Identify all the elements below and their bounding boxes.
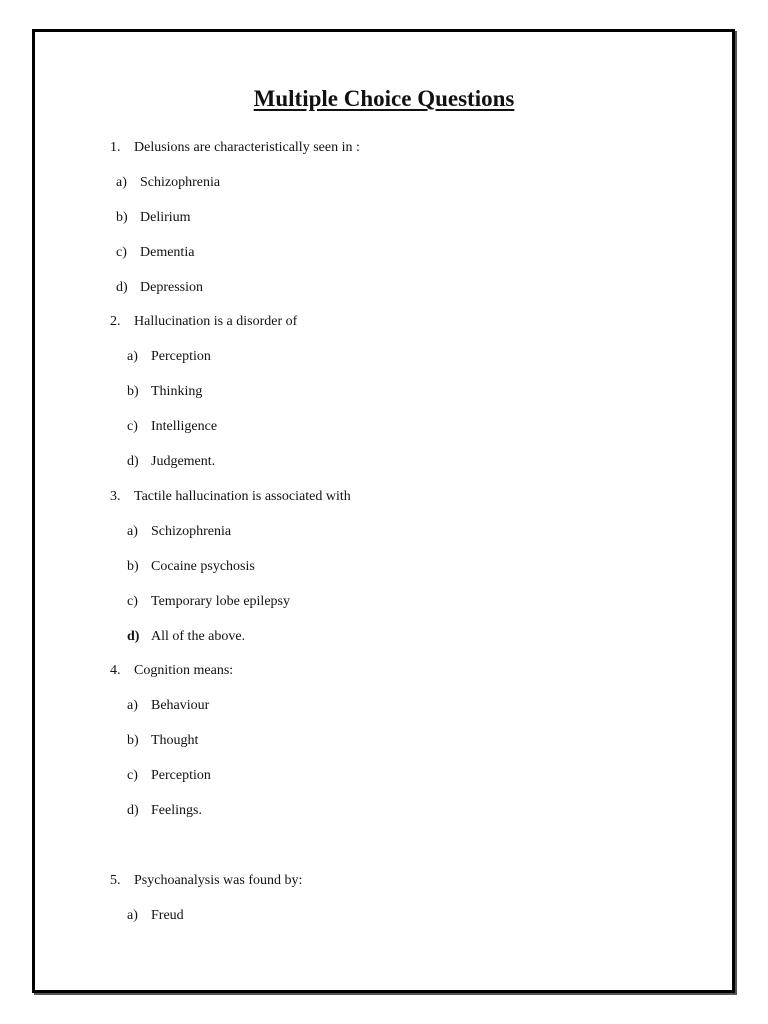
option-letter: d) [127, 629, 140, 644]
option-letter: a) [127, 698, 138, 713]
option-letter: c) [116, 245, 127, 260]
option-text: Temporary lobe epilepsy [151, 594, 290, 609]
question-text: Delusions are characteristically seen in : [134, 140, 360, 155]
option-text: Schizophrenia [140, 175, 221, 190]
option-letter: c) [127, 419, 138, 434]
option-letter: c) [127, 768, 138, 783]
option-4d [127, 802, 202, 820]
question-text: Hallucination is a disorder of [134, 314, 298, 329]
question-number: 2. [110, 314, 121, 329]
option-text: Depression [140, 280, 203, 295]
question-1 [110, 139, 360, 157]
option-text: Perception [151, 768, 211, 783]
option-2d [127, 453, 215, 471]
option-4a [127, 697, 209, 715]
question-number: 3. [110, 489, 121, 504]
option-text: Freud [151, 908, 184, 923]
question-4 [110, 662, 233, 680]
option-2b [127, 383, 202, 401]
option-3d [127, 628, 245, 646]
option-text: Cocaine psychosis [151, 559, 255, 574]
option-letter: d) [127, 803, 139, 818]
option-letter: a) [116, 175, 127, 190]
question-text: Tactile hallucination is associated with [134, 489, 351, 504]
option-4b [127, 732, 198, 750]
option-4c [127, 767, 211, 785]
option-letter: d) [127, 454, 139, 469]
option-letter: b) [127, 733, 139, 748]
option-text: Behaviour [151, 698, 210, 713]
option-text: Thinking [151, 384, 203, 399]
option-text: All of the above. [151, 629, 246, 644]
option-1c [116, 244, 194, 262]
option-text: Judgement. [151, 454, 216, 469]
option-text: Delirium [140, 210, 191, 225]
option-text: Thought [151, 733, 199, 748]
option-3c [127, 593, 290, 611]
option-text: Dementia [140, 245, 195, 260]
option-1a [116, 174, 220, 192]
option-1b [116, 209, 191, 227]
option-letter: a) [127, 908, 138, 923]
option-text: Intelligence [151, 419, 218, 434]
page-title: Multiple Choice Questions [253, 86, 515, 111]
option-letter: b) [127, 559, 139, 574]
question-2 [110, 313, 297, 331]
question-text: Psychoanalysis was found by: [134, 873, 303, 888]
option-3a [127, 523, 231, 541]
question-3 [110, 488, 351, 506]
question-number: 1. [110, 140, 121, 155]
option-letter: b) [127, 384, 139, 399]
option-3b [127, 558, 255, 576]
option-5a [127, 907, 184, 925]
option-text: Schizophrenia [151, 524, 232, 539]
option-2c [127, 418, 217, 436]
option-1d [116, 279, 203, 297]
option-letter: a) [127, 524, 138, 539]
option-letter: a) [127, 349, 138, 364]
option-letter: d) [116, 280, 128, 295]
question-number: 5. [110, 873, 121, 888]
option-text: Feelings. [151, 803, 202, 818]
question-5 [110, 872, 302, 890]
option-letter: b) [116, 210, 128, 225]
option-text: Perception [151, 349, 211, 364]
question-number: 4. [110, 663, 121, 678]
option-letter: c) [127, 594, 138, 609]
question-text: Cognition means: [134, 663, 234, 678]
option-2a [127, 348, 211, 366]
